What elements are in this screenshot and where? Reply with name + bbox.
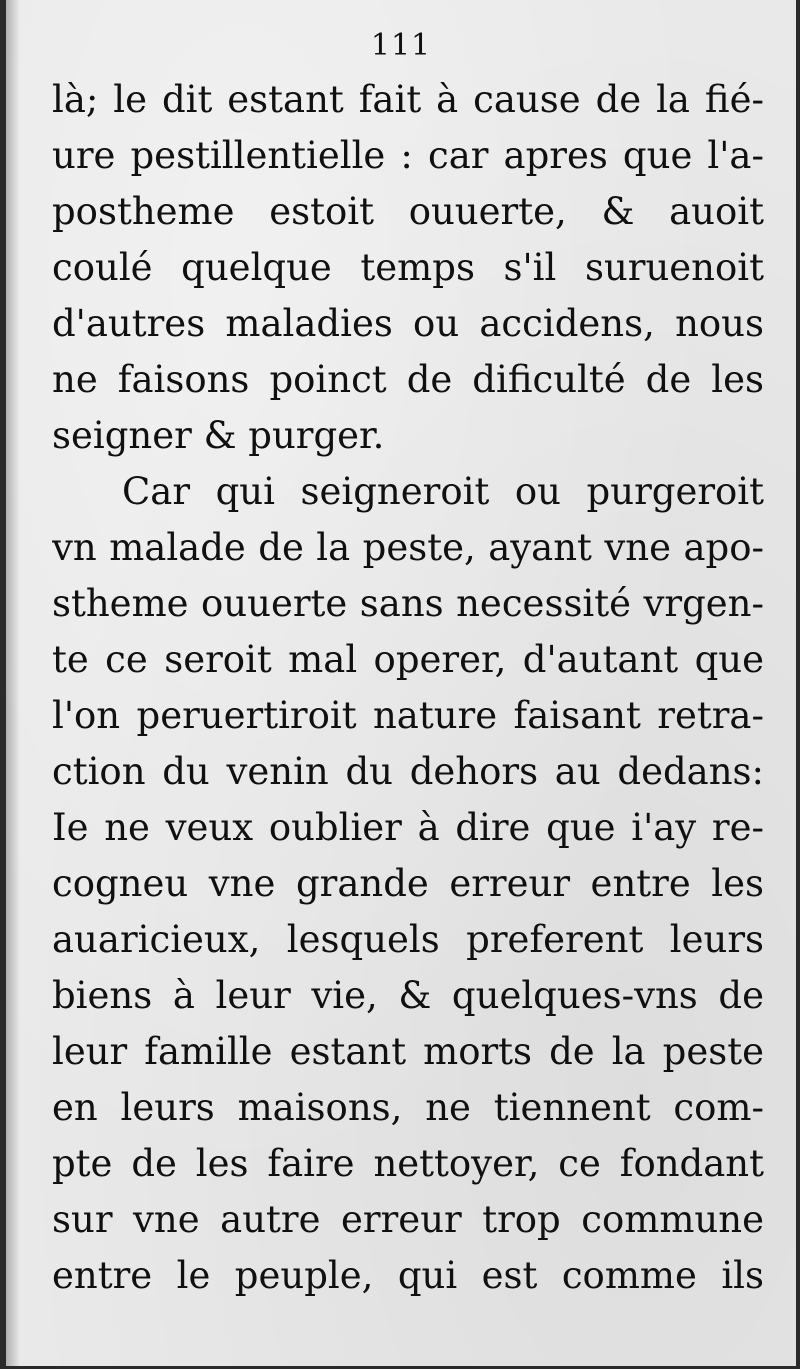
text-line: sur vne autre erreur trop commune <box>52 1198 764 1241</box>
book-page <box>6 0 796 1366</box>
text-line: leur famille estant morts de la peste <box>52 1030 764 1073</box>
text-line: stheme ouuerte sans necessité vrgen- <box>52 582 764 625</box>
text-line: Ie ne veux oublier à dire que i'ay re- <box>52 806 764 849</box>
text-line: coulé quelque temps s'il suruenoit <box>52 246 764 289</box>
text-line: pte de les faire nettoyer, ce fondant <box>52 1142 764 1185</box>
text-line: ure pestillentielle : car apres que l'a- <box>52 134 764 177</box>
binding-shadow <box>6 0 20 1366</box>
text-line: te ce seroit mal operer, d'autant que <box>52 638 764 681</box>
text-line: en leurs maisons, ne tiennent com- <box>52 1086 764 1129</box>
page-number: 111 <box>370 28 432 63</box>
body-text <box>52 72 764 1304</box>
text-line: ction du venin du dehors au dedans: <box>52 750 764 793</box>
text-line: d'autres maladies ou accidens, nous <box>52 302 764 345</box>
text-line: vn malade de la peste, ayant vne apo- <box>52 526 764 569</box>
text-line: auaricieux, lesquels preferent leurs <box>52 918 764 961</box>
text-line: l'on peruertiroit nature faisant retra- <box>52 694 764 737</box>
text-line-paragraph-end: seigner & purger. <box>52 414 385 457</box>
text-line-paragraph-start: Car qui seigneroit ou purgeroit <box>122 470 764 513</box>
text-line: postheme estoit ouuerte, & auoit <box>52 190 764 233</box>
text-line: là; le dit estant fait à cause de la fié- <box>52 78 764 121</box>
text-line: biens à leur vie, & quelques-vns de <box>52 974 764 1017</box>
text-line: cogneu vne grande erreur entre les <box>52 862 764 905</box>
text-line: entre le peuple, qui est comme ils <box>52 1254 764 1297</box>
text-line: ne faisons poinct de dificulté de les <box>52 358 764 401</box>
